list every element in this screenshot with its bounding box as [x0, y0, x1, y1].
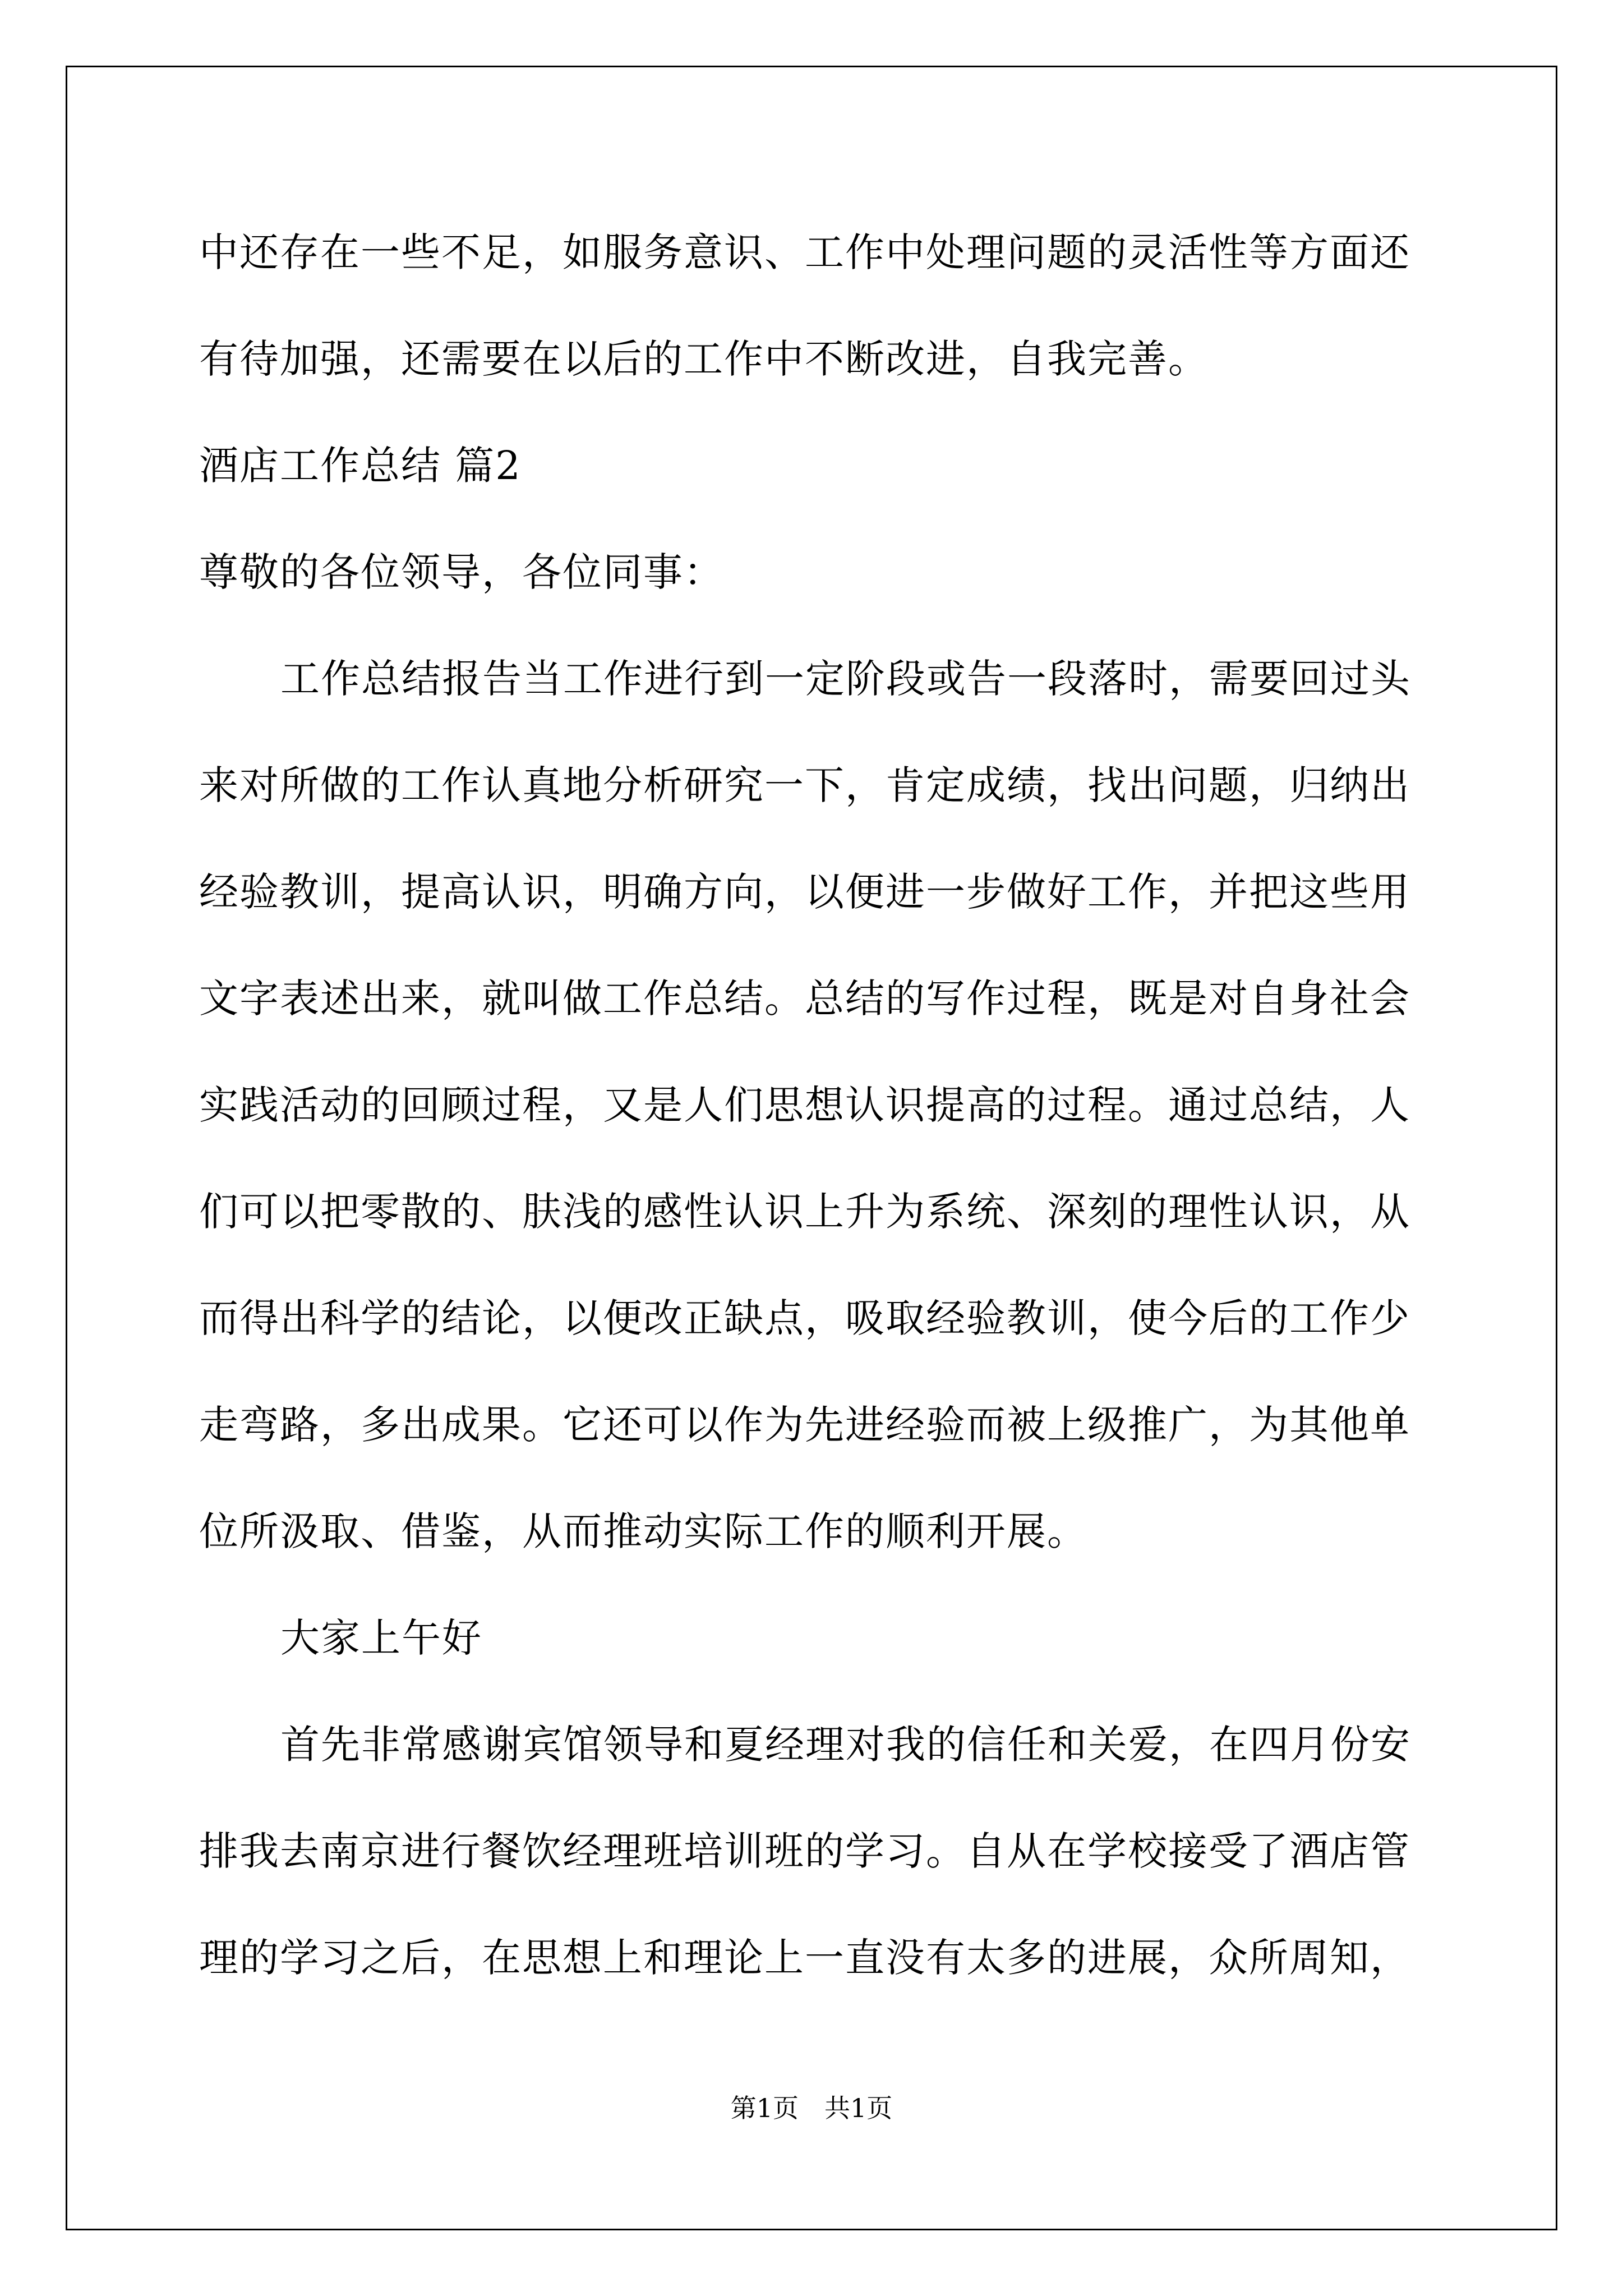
page-number-footer: 第1页 共1页 — [730, 2093, 893, 2123]
body-text-line: 首先非常感谢宾馆领导和夏经理对我的信任和关爱，在四月份安 — [280, 1722, 1411, 1768]
body-text-line: 们可以把零散的、肤浅的感性认识上升为系统、深刻的理性认识，从 — [199, 1189, 1410, 1235]
body-text-line: 工作总结报告当工作进行到一定阶段或告一段落时，需要回过头 — [280, 656, 1411, 702]
body-text-line: 有待加强，还需要在以后的工作中不断改进，自我完善。 — [199, 336, 1209, 382]
body-text-line: 位所汲取、借鉴，从而推动实际工作的顺利开展。 — [199, 1508, 1087, 1554]
page-border — [66, 66, 1557, 2230]
body-text-line: 而得出科学的结论，以便改正缺点，吸取经验教训，使今后的工作少 — [199, 1295, 1410, 1341]
body-text-line: 理的学习之后，在思想上和理论上一直没有太多的进展，众所周知， — [199, 1935, 1410, 1981]
body-text-line: 经验教训，提高认识，明确方向，以便进一步做好工作，并把这些用 — [199, 869, 1410, 915]
greeting-line: 大家上午好 — [280, 1615, 482, 1661]
body-text-line: 中还存在一些不足，如服务意识、工作中处理问题的灵活性等方面还 — [199, 229, 1410, 275]
body-text-line: 实践活动的回顾过程，又是人们思想认识提高的过程。通过总结，人 — [199, 1082, 1410, 1128]
body-text-line: 排我去南京进行餐饮经理班培训班的学习。自从在学校接受了酒店管 — [199, 1828, 1410, 1874]
body-text-line: 来对所做的工作认真地分析研究一下，肯定成绩，找出问题，归纳出 — [199, 762, 1410, 808]
body-text-line: 文字表述出来，就叫做工作总结。总结的写作过程，既是对自身社会 — [199, 976, 1410, 1022]
section-heading: 酒店工作总结 篇2 — [199, 443, 522, 489]
salutation: 尊敬的各位领导，各位同事： — [199, 549, 724, 595]
body-text-line: 走弯路，多出成果。它还可以作为先进经验而被上级推广，为其他单 — [199, 1402, 1410, 1448]
